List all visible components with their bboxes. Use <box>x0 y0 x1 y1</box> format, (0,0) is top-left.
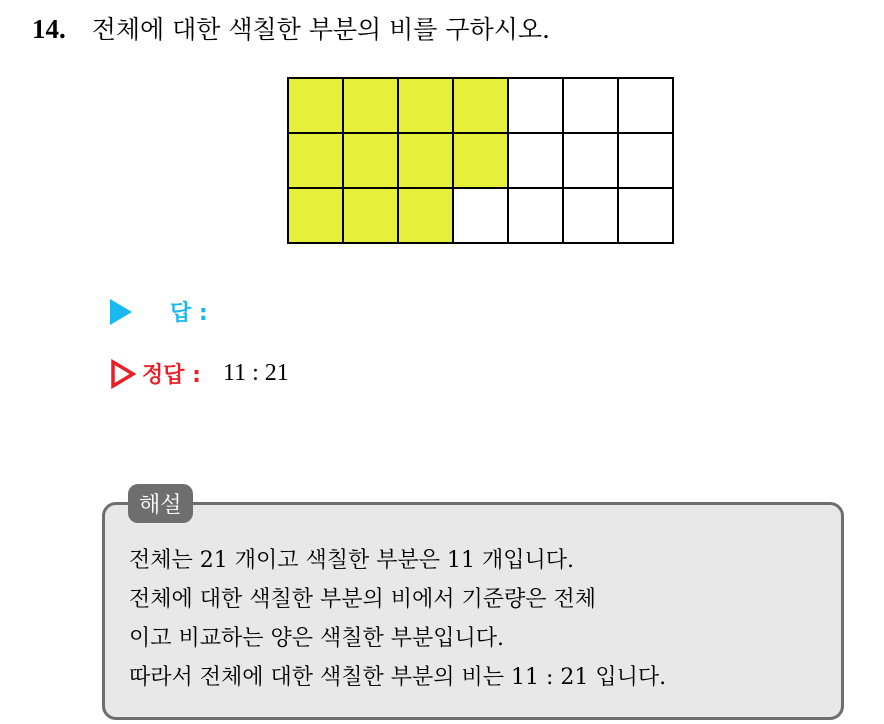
shaded-cell <box>399 134 454 189</box>
outline-triangle-icon <box>110 359 136 389</box>
empty-cell <box>564 79 619 134</box>
empty-cell <box>564 134 619 189</box>
explanation-text <box>129 541 666 697</box>
explanation-line: 따라서 전체에 대한 색칠한 부분의 비는 11 : 21 입니다. <box>129 665 667 690</box>
empty-cell <box>619 134 674 189</box>
empty-cell <box>619 79 674 134</box>
explanation-line: 전체에 대한 색칠한 부분의 비에서 기준량은 전체 <box>129 587 597 612</box>
explanation-box <box>102 502 844 720</box>
shaded-cell <box>344 189 399 244</box>
shaded-cell <box>289 79 344 134</box>
question-number: 14. <box>32 14 66 44</box>
shaded-cell <box>399 79 454 134</box>
empty-cell <box>454 189 509 244</box>
explanation-line: 이고 비교하는 양은 색칠한 부분입니다. <box>129 626 504 651</box>
question-header <box>32 10 550 46</box>
correct-answer-row <box>110 358 289 389</box>
shaded-cell <box>399 189 454 244</box>
correct-answer-value: 11 : 21 <box>222 360 289 386</box>
empty-cell <box>564 189 619 244</box>
shaded-cell <box>344 134 399 189</box>
empty-cell <box>509 134 564 189</box>
explanation-line: 전체는 21 개이고 색칠한 부분은 11 개입니다. <box>129 548 574 573</box>
correct-answer-label: 정답 : <box>142 363 201 388</box>
shaded-cell <box>454 79 509 134</box>
shaded-cell <box>454 134 509 189</box>
empty-cell <box>509 189 564 244</box>
answer-label: 답 : <box>170 301 208 326</box>
explanation-badge: 해설 <box>128 484 193 523</box>
empty-cell <box>619 189 674 244</box>
shaded-cell <box>344 79 399 134</box>
empty-cell <box>509 79 564 134</box>
question-text: 전체에 대한 색칠한 부분의 비를 구하시오. <box>91 15 550 44</box>
shaded-cell <box>289 189 344 244</box>
shaded-cell <box>289 134 344 189</box>
answer-row <box>110 296 208 327</box>
play-triangle-icon <box>110 299 132 325</box>
shaded-grid-figure <box>287 77 674 244</box>
